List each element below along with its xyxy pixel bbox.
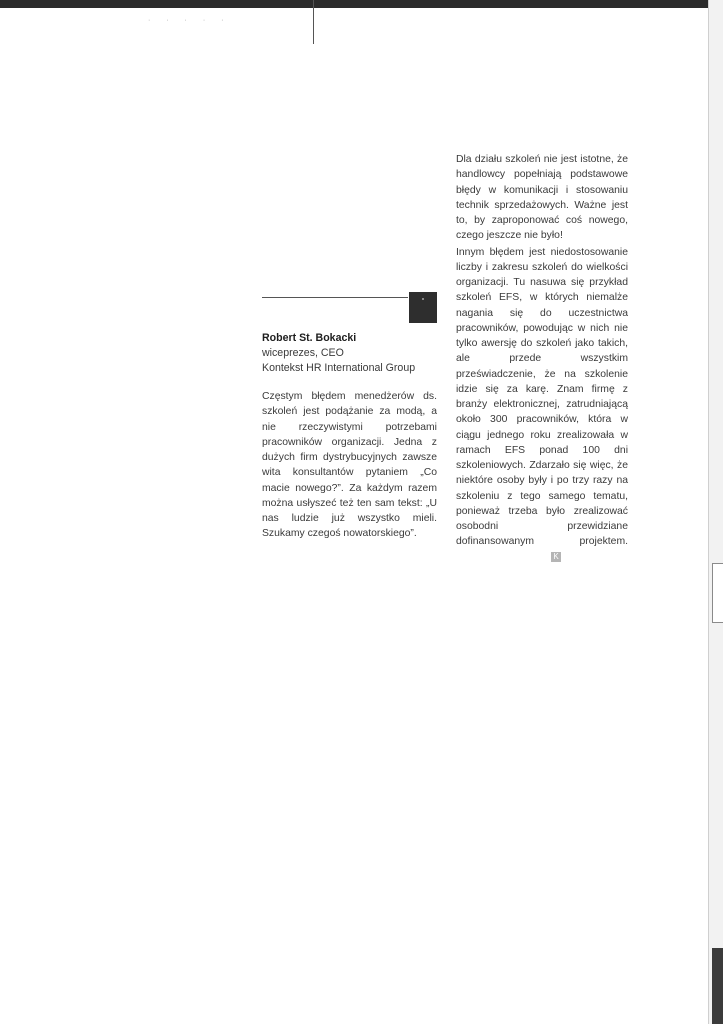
fold-line xyxy=(313,0,314,44)
top-rule xyxy=(0,0,723,8)
author-company: Kontekst HR International Group xyxy=(262,362,416,374)
paragraph-right-2-text: Innym błędem jest niedostosowanie liczby i zakresu szkoleń do wielkości organizacji. Tu nasuwa się przykład szkoleń EFS, w których niemalże nagania się do uczestnictwa pracowników, powodując w nich nie tylko awersję do szkoleń jako takich, ale przede wszystkim przeświadczenie, że na szkolenie idzie się za karę. Znam firmę z branży elektronicznej, zatrudniającą około 300 pracowników, która w ciągu jednego roku zrealizowała w ramach EFS ponad 100 dni szkoleniowych. Zdarzało się więc, że niektóre osoby były i po trzy razy na szkoleniu z tego samego tematu, ponieważ trzeba było zrealizować osobodni przewidziane dofinansowanym projektem. xyxy=(456,246,628,548)
page-edge-tab xyxy=(712,563,723,623)
paragraph-right-2 xyxy=(456,245,628,565)
author-role: wiceprezes, CEO xyxy=(262,347,344,359)
author-bio xyxy=(262,331,452,376)
author-divider xyxy=(262,297,408,298)
decorative-square xyxy=(409,292,437,323)
article-column-right xyxy=(456,152,628,565)
author-name: Robert St. Bokacki xyxy=(262,332,357,344)
scan-speckles: · · · · · xyxy=(148,17,231,24)
page-edge xyxy=(708,0,723,1024)
paragraph-left: Częstym błędem menedżerów ds. szkoleń jest podążanie za modą, a nie rzeczywistymi potrzebami pracowników organizacji. Jedna z dużych firm dystrybucyjnych zawsze wita konsultantów pytaniem „Co macie nowego?”. Za każdym razem można usłyszeć też ten sam tekst: „U nas ludzie już wszystko mieli. Szukamy czegoś nowatorskiego”. xyxy=(262,391,437,540)
end-of-article-icon: K xyxy=(551,552,561,562)
paragraph-right-1: Dla działu szkoleń nie jest istotne, że handlowcy popełniają podstawowe błędy w komunikacji i stosowaniu technik sprzedażowych. Ważne jest to, by zaproponować coś nowego, czego jeszcze nie było! xyxy=(456,154,628,242)
article-column-left xyxy=(262,389,437,542)
page-edge-bar xyxy=(712,948,723,1024)
